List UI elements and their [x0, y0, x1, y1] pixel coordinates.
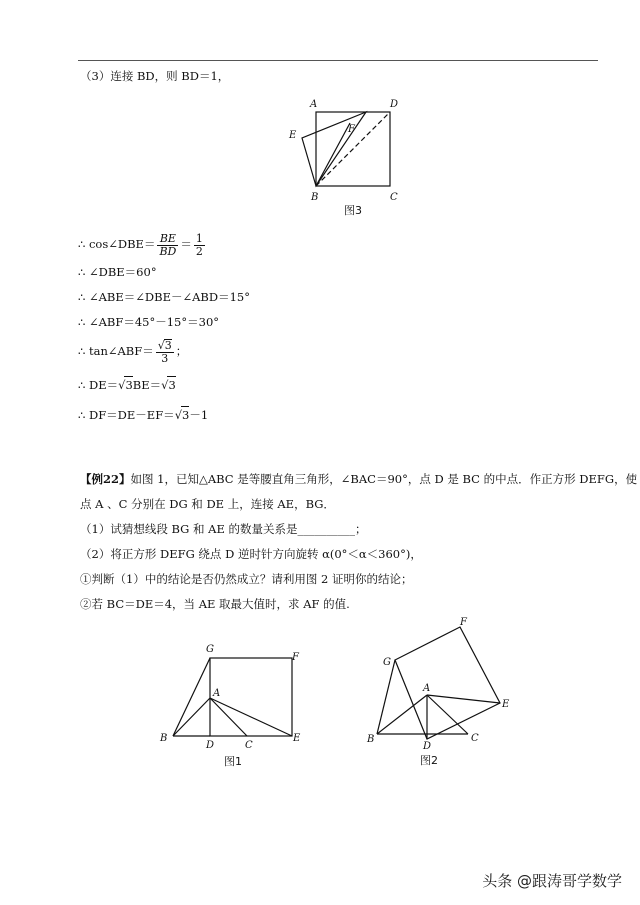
fig2-label-a: A: [423, 683, 431, 694]
solution-line-1: ∴ cos∠DBE＝ $\frac{BE}{BD}$ ＝ $\frac{1}{2}$: [78, 231, 203, 258]
question-2-part-1: ①判断（1）中的结论是否仍然成立？请利用图 2 证明你的结论；: [80, 572, 413, 586]
solution-line-6: ∴ DE＝√3BE＝√3: [78, 378, 176, 392]
fig2-label-c: C: [471, 733, 479, 744]
figure-2-caption: 图2: [420, 754, 438, 767]
figure-1: [155, 640, 315, 755]
solution-line-2: ∴ ∠DBE＝60°: [78, 265, 157, 279]
figure-2: [365, 615, 525, 750]
solution-line-4: ∴ ∠ABF＝45°－15°＝30°: [78, 315, 220, 329]
solution-line-3: ∴ ∠ABE＝∠DBE－∠ABD＝15°: [78, 290, 250, 304]
fig3-label-e: E: [289, 130, 297, 141]
fig2-label-f: F: [460, 617, 467, 628]
fig1-label-d: D: [206, 740, 215, 751]
fig2-label-d: D: [423, 741, 432, 750]
fig2-label-b: B: [367, 734, 375, 745]
fig1-label-f: F: [292, 652, 299, 663]
question-2-part-2: ②若 BC＝DE＝4，当 AE 取最大值时，求 AF 的值.: [80, 597, 350, 611]
question-2: （2）将正方形 DEFG 绕点 D 逆时针方向旋转 α(0°＜α＜360°)，: [80, 547, 422, 561]
fig1-label-c: C: [245, 740, 253, 751]
fig1-label-b: B: [160, 733, 168, 744]
figure-3-caption: 图3: [344, 204, 362, 217]
question-1: （1）试猜想线段 BG 和 AE 的数量关系是__________；: [80, 522, 367, 536]
fig1-label-e: E: [293, 733, 301, 744]
fig3-label-d: D: [390, 99, 399, 110]
fig2-label-g: G: [383, 657, 391, 668]
fig1-label-a: A: [213, 688, 221, 699]
fig3-label-b: B: [311, 192, 319, 203]
part3-intro: （3）连接 BD，则 BD＝1，: [80, 69, 230, 83]
fig1-label-g: G: [206, 644, 214, 655]
fig3-label-a: A: [310, 99, 318, 110]
example-tag: 【例22】: [80, 472, 131, 486]
solution-line-5: ∴ tan∠ABF＝ $\frac{√3}{3}$ ；: [78, 339, 188, 365]
example-22-line-2: 点 A 、C 分别在 DG 和 DE 上，连接 AE，BG．: [80, 497, 335, 511]
top-rule: [78, 60, 598, 61]
watermark: 头条 @跟涛哥学数学: [482, 872, 622, 890]
fig3-label-c: C: [390, 192, 398, 203]
fig2-label-e: E: [502, 699, 510, 710]
example-22-line-1: 【例22】如图 1，已知△ABC 是等腰直角三角形，∠BAC＝90°，点 D 是 BC 的中点．作正方形 DEFG，使: [80, 472, 638, 486]
solution-line-7: ∴ DF＝DE－EF＝√3－1: [78, 408, 209, 422]
figure-1-caption: 图1: [224, 755, 242, 768]
fig3-label-f: F: [348, 124, 355, 135]
